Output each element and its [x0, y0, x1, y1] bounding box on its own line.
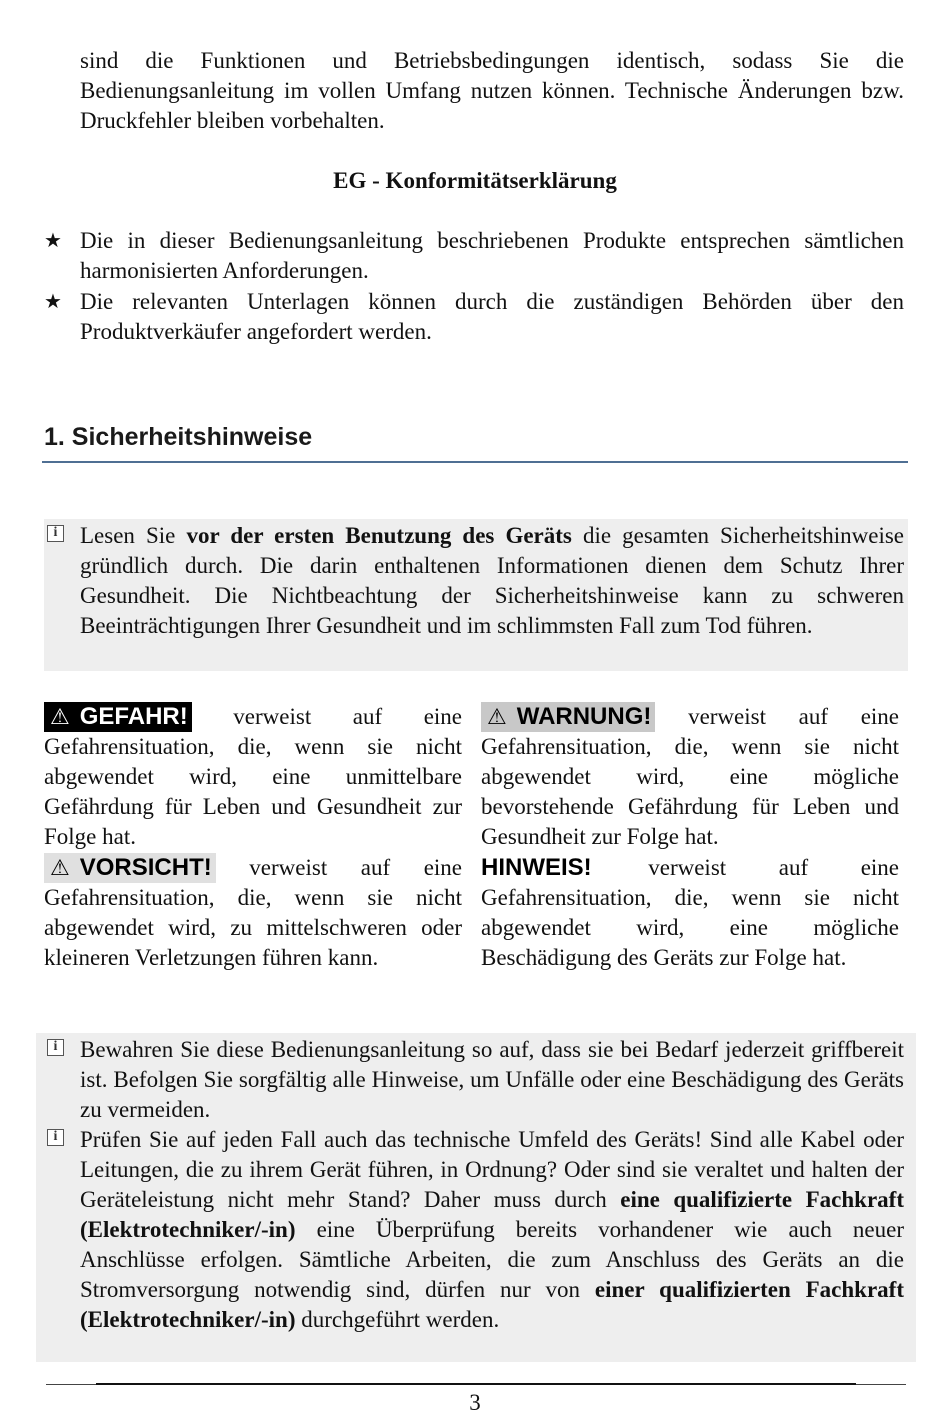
info-text-electrical: Prüfen Sie auf jeden Fall auch das technische Umfeld des Geräts! Sind alle Kabel oder Leitungen, die zu ihrem Gerät führen, in Ordnung? Oder sind sie veraltet und halten der Geräteleistung nicht mehr Stand? Daher muss durch eine qualifizierte Fachkraft (Elektrotechniker/-in) eine Überprüfung bereits vorhandener wie auch neuer Anschlüsse erfolgen. Sämtliche Arbeiten, die zum Anschluss des Geräts an die Stromversorgung notwendig sind, dürfen nur von einer qualifizierten Fachkraft (Elektrotechniker/-in) durchgeführt werden.	[80, 1127, 904, 1332]
signal-vorsicht: ⚠ VORSICHT! verweist auf eine Gefahrensituation, die, wenn sie nicht abgewendet wird, zu mittelschweren oder kleineren Verletzungen führen kann.	[44, 854, 462, 970]
section-heading: 1. Sicherheitshinweise	[44, 423, 313, 451]
warning-triangle-icon: ⚠	[50, 855, 70, 880]
info-icon: i	[47, 525, 64, 542]
info-text-storage: Bewahren Sie diese Bedienungsanleitung so auf, dass sie bei Bedarf jederzeit griffbereit ist. Befolgen Sie sorgfältig alle Hinweise, um Unfälle oder eine Beschädigung des Geräts zu vermeiden.	[80, 1037, 904, 1122]
warning-triangle-icon: ⚠	[50, 704, 70, 729]
star-icon: ★	[44, 291, 62, 313]
section-divider	[42, 461, 908, 463]
eg-bullet	[44, 226, 904, 286]
warning-triangle-icon: ⚠	[487, 704, 507, 729]
footer-divider-bold	[96, 1383, 856, 1385]
eg-conformity-title: EG - Konformitätserklärung	[333, 168, 617, 193]
info-icon: i	[47, 1039, 64, 1056]
info-icon: i	[47, 1129, 64, 1146]
info-box-read-instructions	[44, 519, 908, 671]
signal-warnung: ⚠ WARNUNG! verweist auf eine Gefahrensituation, die, wenn sie nicht abgewendet wird, eine mögliche bevorstehende Gefährdung für Leben und Gesundheit zur Folge hat.	[481, 703, 899, 849]
danger-badge: ⚠ GEFAHR!	[44, 702, 192, 732]
eg-bullet-text: Die relevanten Unterlagen können durch die zuständigen Behörden über den Produktverkäufer angefordert werden.	[80, 289, 904, 344]
intro-paragraph: sind die Funktionen und Betriebsbedingungen identisch, sodass Sie die Bedienungsanleitung im vollen Umfang nutzen können. Technische Änderungen bzw. Druckfehler bleiben vorbehalten.	[80, 48, 904, 133]
info-text: Lesen Sie vor der ersten Benutzung des Geräts die gesamten Sicherheitshinweise gründlich durch. Die darin enthaltenen Informationen dienen dem Schutz Ihrer Gesundheit. Die Nichtbeachtung der Sicherheitshinweise kann zu schweren Beeinträchtigungen Ihrer Gesundheit und im schlimmsten Fall zum Tod führen.	[80, 523, 904, 638]
eg-bullet-text: Die in dieser Bedienungsanleitung beschriebenen Produkte entsprechen sämtlichen harmonisierten Anforderungen.	[80, 228, 904, 283]
page-number: 3	[469, 1390, 481, 1415]
signal-gefahr: ⚠ GEFAHR! verweist auf eine Gefahrensituation, die, wenn sie nicht abgewendet wird, eine unmittelbare Gefährdung für Leben und Gesundheit zur Folge hat.	[44, 703, 462, 849]
caution-badge: ⚠ VORSICHT!	[44, 853, 216, 883]
warning-badge: ⚠ WARNUNG!	[481, 702, 655, 732]
eg-bullet	[44, 287, 904, 347]
info-box-storage-and-electrical	[36, 1033, 916, 1362]
notice-badge: HINWEIS!	[481, 854, 592, 881]
signal-hinweis: HINWEIS! verweist auf eine Gefahrensituation, die, wenn sie nicht abgewendet wird, eine mögliche Beschädigung des Geräts zur Folge hat.	[481, 854, 899, 970]
star-icon: ★	[44, 230, 62, 252]
